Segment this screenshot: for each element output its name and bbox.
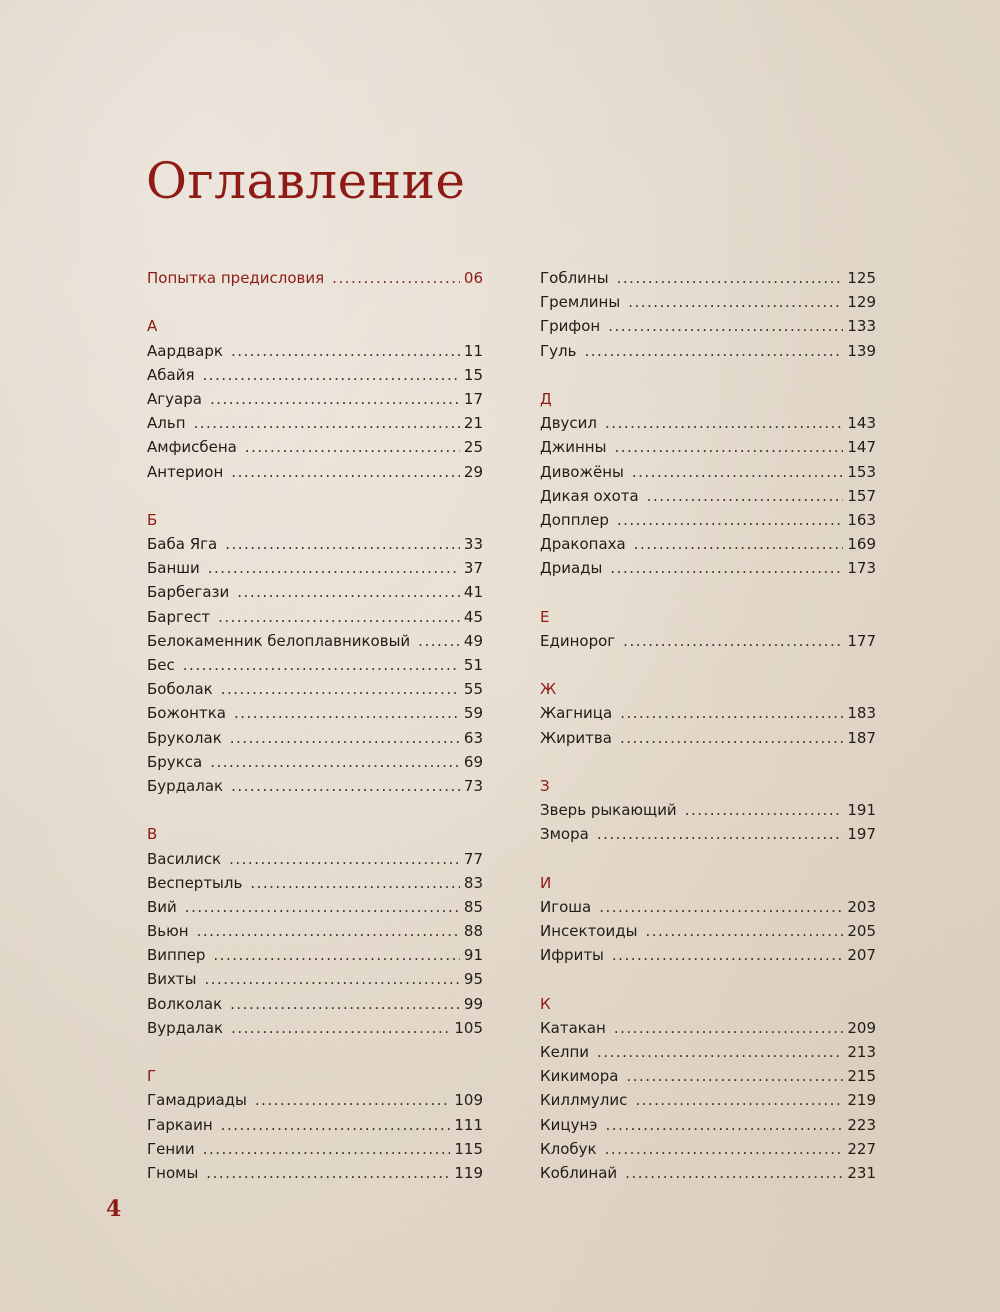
dot-leader xyxy=(623,629,843,653)
toc-entry-name: Веспертыль xyxy=(147,873,243,892)
dot-leader xyxy=(231,1016,450,1040)
toc-entry[interactable] xyxy=(147,726,483,750)
toc-entry-page: 187 xyxy=(847,728,876,747)
toc-entry-name: Амфисбена xyxy=(147,438,237,457)
dot-leader xyxy=(230,726,460,750)
toc-entry[interactable] xyxy=(540,822,876,846)
toc-entry-page: 215 xyxy=(847,1067,876,1086)
toc-entry-name: Виппер xyxy=(147,946,206,965)
dot-leader xyxy=(208,556,460,580)
dot-leader xyxy=(620,726,843,750)
toc-entry-page: 183 xyxy=(847,704,876,723)
toc-entry-page: 129 xyxy=(847,293,876,312)
toc-entry[interactable] xyxy=(540,556,876,580)
dot-leader xyxy=(605,411,843,435)
section-spacer xyxy=(147,484,483,508)
toc-entry-name: Жагница xyxy=(540,704,613,723)
section-spacer xyxy=(147,290,483,314)
section-letter: Е xyxy=(540,607,550,626)
toc-entry-name: Киллмулис xyxy=(540,1091,628,1110)
toc-entry-page: 163 xyxy=(847,510,876,529)
toc-entry-page: 95 xyxy=(463,970,483,989)
toc-entry-name: Катакан xyxy=(540,1018,606,1037)
toc-entry[interactable] xyxy=(540,460,876,484)
dot-leader xyxy=(620,701,843,725)
toc-entry-page: 69 xyxy=(463,752,483,771)
toc-entry[interactable] xyxy=(147,701,483,725)
toc-entry-name: Гоблины xyxy=(540,269,609,287)
toc-entry[interactable] xyxy=(147,919,483,943)
section-spacer xyxy=(147,1040,483,1064)
dot-leader xyxy=(597,1040,843,1064)
dot-leader xyxy=(221,1113,451,1137)
dot-leader xyxy=(206,1161,450,1185)
dot-leader xyxy=(250,871,460,895)
toc-entry[interactable] xyxy=(540,919,876,943)
toc-entry-name: Инсектоиды xyxy=(540,922,638,941)
dot-leader xyxy=(221,677,460,701)
toc-entry-name: Ифриты xyxy=(540,946,604,965)
toc-entry-page: 49 xyxy=(463,631,483,650)
toc-entry[interactable] xyxy=(147,605,483,629)
toc-entry-name: Аардварк xyxy=(147,341,223,360)
toc-entry[interactable] xyxy=(147,339,483,363)
toc-entry-name: Гномы xyxy=(147,1163,199,1182)
toc-entry-page: 29 xyxy=(463,462,483,481)
dot-leader xyxy=(614,1016,844,1040)
toc-entry[interactable] xyxy=(540,1040,876,1064)
toc-entry[interactable] xyxy=(147,363,483,387)
toc-entry[interactable] xyxy=(540,435,876,459)
dot-leader xyxy=(605,1137,844,1161)
toc-entry-name: Бруколак xyxy=(147,728,222,747)
toc-entry-name: Дракопаха xyxy=(540,535,626,554)
dot-leader xyxy=(606,1113,844,1137)
dot-leader xyxy=(608,314,843,338)
toc-entry-name: Брукса xyxy=(147,752,203,771)
toc-entry[interactable] xyxy=(540,1016,876,1040)
dot-leader xyxy=(237,580,460,604)
toc-entry-page: 85 xyxy=(463,897,483,916)
toc-entry-page: 25 xyxy=(463,438,483,457)
toc-entry[interactable] xyxy=(540,1088,876,1112)
toc-entry-name: Дивожёны xyxy=(540,462,624,481)
toc-entry-page: 119 xyxy=(454,1163,483,1182)
toc-entry-name: Банши xyxy=(147,559,200,578)
dot-leader xyxy=(245,435,460,459)
toc-entry[interactable] xyxy=(147,895,483,919)
toc-entry-page: 105 xyxy=(454,1018,483,1037)
toc-entry-name: Кикимора xyxy=(540,1067,619,1086)
toc-entry-page: 177 xyxy=(847,631,876,650)
toc-entry-name: Абайя xyxy=(147,365,195,384)
dot-leader xyxy=(202,363,459,387)
toc-entry-page: 11 xyxy=(463,341,483,360)
toc-entry-page: 51 xyxy=(463,656,483,674)
page-number: 4 xyxy=(106,1196,122,1222)
toc-entry-page: 63 xyxy=(463,728,483,747)
toc-entry-name: Гуль xyxy=(540,341,577,360)
toc-entry-name: Альп xyxy=(147,414,186,433)
toc-entry-page: 59 xyxy=(463,704,483,723)
toc-entry-page: 41 xyxy=(463,583,483,602)
section-spacer xyxy=(540,580,876,604)
toc-entry-page: 153 xyxy=(847,462,876,481)
toc-entry-name: Бурдалак xyxy=(147,776,224,795)
section-letter: Б xyxy=(147,510,158,529)
toc-entry-name: Грифон xyxy=(540,317,601,336)
dot-leader xyxy=(210,387,460,411)
toc-entry-name: Змора xyxy=(540,825,589,844)
toc-entry-name: Двусил xyxy=(540,414,598,433)
toc-entry[interactable] xyxy=(540,290,876,314)
toc-entry-page: 143 xyxy=(847,414,876,433)
toc-entry-name: Божонтка xyxy=(147,704,226,723)
toc-entry-name: Келпи xyxy=(540,1043,590,1061)
toc-entry[interactable] xyxy=(540,798,876,822)
toc-entry[interactable] xyxy=(147,532,483,556)
toc-entry-page: 231 xyxy=(847,1163,876,1182)
dot-leader xyxy=(234,701,460,725)
dot-leader xyxy=(632,460,843,484)
toc-entry-name: Вий xyxy=(147,897,177,916)
toc-entry-name: Антерион xyxy=(147,462,224,481)
toc-entry-page: 37 xyxy=(463,559,483,578)
toc-entry-page: 99 xyxy=(463,994,483,1013)
toc-entry[interactable] xyxy=(540,1064,876,1088)
toc-entry[interactable] xyxy=(147,1137,483,1161)
toc-entry-page: 205 xyxy=(847,922,876,941)
toc-entry-name: Белокаменник белоплавниковый xyxy=(147,631,411,650)
section-spacer xyxy=(540,967,876,991)
toc-entry-name: Единорог xyxy=(540,631,616,650)
dot-leader xyxy=(418,629,460,653)
toc-entry[interactable] xyxy=(147,460,483,484)
dot-leader xyxy=(205,967,460,991)
toc-entry-page: 219 xyxy=(847,1091,876,1110)
toc-entry[interactable] xyxy=(147,943,483,967)
toc-entry-page: 147 xyxy=(847,438,876,457)
toc-entry-name: Вьюн xyxy=(147,922,189,941)
toc-entry-name: Гремлины xyxy=(540,293,621,312)
toc-entry-name: Допплер xyxy=(540,510,609,529)
toc-entry-page: 227 xyxy=(847,1139,876,1158)
toc-entry-name: Вихты xyxy=(147,970,197,989)
toc-entry-name: Клобук xyxy=(540,1139,597,1158)
toc-entry-page: 125 xyxy=(847,269,876,287)
toc-entry-page: 55 xyxy=(463,680,483,699)
toc-entry[interactable] xyxy=(147,629,483,653)
toc-entry-page: 45 xyxy=(463,607,483,626)
toc-entry-page: 06 xyxy=(463,269,483,287)
toc-column-right xyxy=(540,266,876,1185)
dot-leader xyxy=(255,1088,450,1112)
toc-entry-page: 15 xyxy=(463,365,483,384)
toc-entry-name: Волколак xyxy=(147,994,223,1013)
dot-leader xyxy=(617,266,844,290)
section-letter: Д xyxy=(540,389,552,408)
toc-entry-page: 191 xyxy=(847,801,876,820)
dot-leader xyxy=(635,1088,843,1112)
toc-entry-page: 109 xyxy=(454,1091,483,1110)
toc-entry-page: 21 xyxy=(463,414,483,433)
toc-entry-name: Барбегази xyxy=(147,583,230,602)
toc-entry-name: Дриады xyxy=(540,559,603,578)
toc-entry-page: 207 xyxy=(847,946,876,965)
dot-leader xyxy=(628,290,843,314)
toc-entry[interactable] xyxy=(147,556,483,580)
toc-entry[interactable] xyxy=(540,339,876,363)
dot-leader xyxy=(185,895,460,919)
toc-entry-page: 213 xyxy=(847,1043,876,1061)
toc-entry[interactable] xyxy=(540,726,876,750)
dot-leader xyxy=(597,822,844,846)
section-spacer xyxy=(147,798,483,822)
section-spacer xyxy=(540,847,876,871)
toc-entry[interactable] xyxy=(147,992,483,1016)
dot-leader xyxy=(645,919,843,943)
toc-entry-page: 209 xyxy=(847,1018,876,1037)
toc-entry-page: 139 xyxy=(847,341,876,360)
toc-entry[interactable] xyxy=(147,677,483,701)
dot-leader xyxy=(203,1137,451,1161)
toc-entry-name: Гении xyxy=(147,1139,195,1158)
toc-entry[interactable] xyxy=(540,1137,876,1161)
dot-leader xyxy=(231,460,460,484)
toc-entry-page: 169 xyxy=(847,535,876,554)
toc-entry-name: Агуара xyxy=(147,389,202,408)
section-letter: В xyxy=(147,825,158,844)
toc-entry-page: 17 xyxy=(463,389,483,408)
section-spacer xyxy=(540,750,876,774)
toc-entry-name: Вурдалак xyxy=(147,1018,224,1037)
toc-entry-name: Кицунэ xyxy=(540,1115,598,1134)
toc-entry[interactable] xyxy=(540,1161,876,1185)
section-spacer xyxy=(540,363,876,387)
toc-entry[interactable] xyxy=(147,1161,483,1185)
dot-leader xyxy=(230,992,460,1016)
toc-entry-name: Гаркаин xyxy=(147,1115,213,1134)
toc-entry[interactable] xyxy=(147,411,483,435)
toc-entry[interactable] xyxy=(147,871,483,895)
toc-entry[interactable] xyxy=(540,701,876,725)
toc-entry[interactable] xyxy=(540,314,876,338)
dot-leader xyxy=(197,919,460,943)
toc-entry-name: Гамадриады xyxy=(147,1091,247,1110)
toc-entry-page: 83 xyxy=(463,873,483,892)
toc-entry-page: 223 xyxy=(847,1115,876,1134)
toc-entry[interactable] xyxy=(540,943,876,967)
toc-entry[interactable] xyxy=(540,266,876,290)
toc-entry[interactable] xyxy=(540,895,876,919)
toc-entry-page: 111 xyxy=(454,1115,483,1134)
dot-leader xyxy=(231,339,460,363)
dot-leader xyxy=(685,798,844,822)
toc-entry-page: 173 xyxy=(847,559,876,578)
toc-entry-page: 33 xyxy=(463,535,483,554)
dot-leader xyxy=(584,339,843,363)
toc-entry-name: Попытка предисловия xyxy=(147,269,325,287)
toc-entry[interactable] xyxy=(147,435,483,459)
dot-leader xyxy=(617,508,844,532)
toc-entry-name: Баргест xyxy=(147,607,211,626)
toc-entry-page: 157 xyxy=(847,486,876,505)
section-spacer xyxy=(540,653,876,677)
dot-leader xyxy=(625,1161,843,1185)
toc-entry-page: 88 xyxy=(463,922,483,941)
dot-leader xyxy=(213,943,460,967)
toc-entry[interactable] xyxy=(147,1016,483,1040)
toc-entry[interactable] xyxy=(147,1113,483,1137)
toc-entry[interactable] xyxy=(147,580,483,604)
dot-leader xyxy=(210,750,460,774)
toc-entry[interactable] xyxy=(147,653,483,677)
toc-entry[interactable] xyxy=(540,411,876,435)
toc-entry[interactable] xyxy=(147,774,483,798)
toc-entry-page: 91 xyxy=(463,946,483,965)
dot-leader xyxy=(647,484,844,508)
toc-entry-name: Зверь рыкающий xyxy=(540,801,677,820)
toc-entry-page: 115 xyxy=(454,1139,483,1158)
dot-leader xyxy=(194,411,460,435)
toc-entry[interactable] xyxy=(147,387,483,411)
toc-entry-name: Баба Яга xyxy=(147,535,218,554)
dot-leader xyxy=(225,532,460,556)
toc-entry[interactable] xyxy=(540,484,876,508)
dot-leader xyxy=(183,653,460,677)
section-letter: З xyxy=(540,776,550,795)
section-letter: Ж xyxy=(540,680,557,699)
toc-entry[interactable] xyxy=(147,847,483,871)
toc-entry-name: Боболак xyxy=(147,680,213,699)
section-letter: Г xyxy=(147,1067,157,1086)
toc-entry[interactable] xyxy=(147,1088,483,1112)
toc-column-left xyxy=(147,266,483,1185)
toc-entry[interactable] xyxy=(540,508,876,532)
toc-entry-name: Игоша xyxy=(540,897,592,916)
dot-leader xyxy=(599,895,843,919)
toc-entry-preface[interactable] xyxy=(147,266,483,290)
dot-leader xyxy=(612,943,843,967)
toc-entry-name: Василиск xyxy=(147,849,222,868)
toc-entry[interactable] xyxy=(147,967,483,991)
dot-leader xyxy=(626,1064,843,1088)
dot-leader xyxy=(634,532,844,556)
toc-entry-page: 203 xyxy=(847,897,876,916)
toc-entry-page: 77 xyxy=(463,849,483,868)
toc-entry-name: Коблинай xyxy=(540,1163,618,1182)
dot-leader xyxy=(614,435,843,459)
toc-entry-name: Джинны xyxy=(540,438,607,457)
toc-entry[interactable] xyxy=(147,750,483,774)
toc-entry[interactable] xyxy=(540,629,876,653)
section-letter: А xyxy=(147,317,158,336)
toc-entry-name: Дикая охота xyxy=(540,486,639,505)
toc-entry-page: 133 xyxy=(847,317,876,336)
dot-leader xyxy=(332,266,460,290)
toc-entry[interactable] xyxy=(540,532,876,556)
toc-entry-name: Жиритва xyxy=(540,728,612,747)
section-letter: К xyxy=(540,994,551,1013)
dot-leader xyxy=(229,847,460,871)
page-title: Оглавление xyxy=(146,152,466,210)
dot-leader xyxy=(610,556,843,580)
section-letter: И xyxy=(540,873,552,892)
toc-entry-name: Бес xyxy=(147,656,175,674)
toc-entry[interactable] xyxy=(540,1113,876,1137)
dot-leader xyxy=(231,774,460,798)
dot-leader xyxy=(218,605,460,629)
toc-entry-page: 197 xyxy=(847,825,876,844)
toc-entry-page: 73 xyxy=(463,776,483,795)
